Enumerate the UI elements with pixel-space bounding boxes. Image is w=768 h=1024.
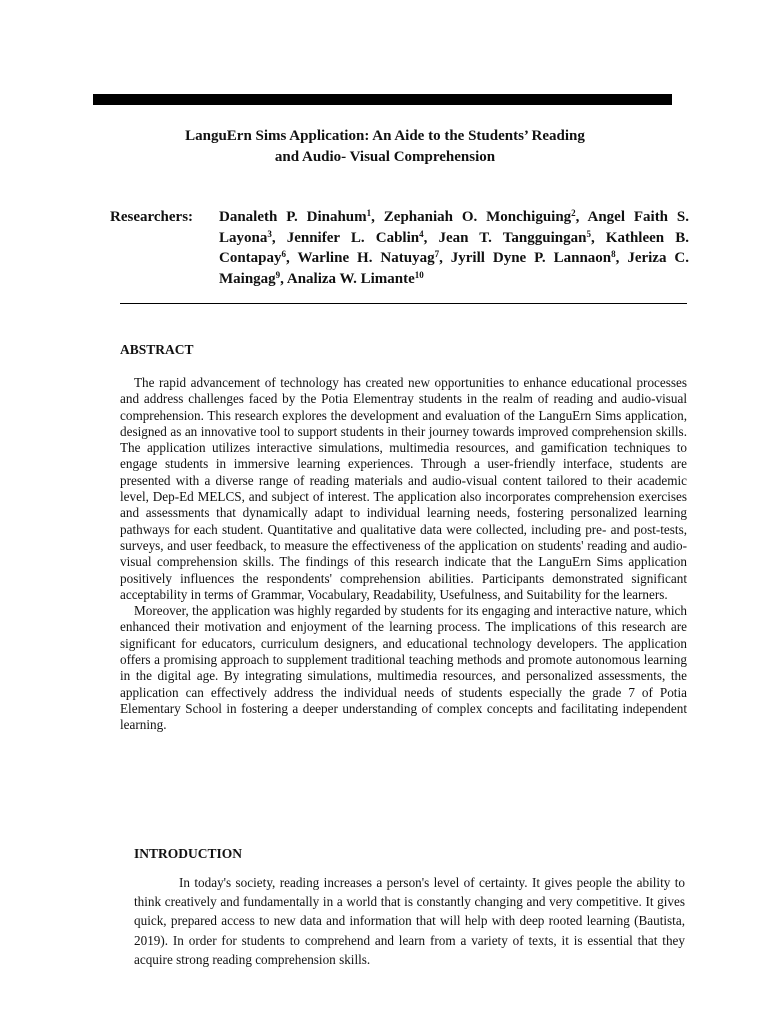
header-rule	[93, 94, 672, 105]
author-entry	[384, 209, 588, 225]
author-entry	[219, 209, 384, 225]
author-entry	[451, 250, 628, 266]
introduction-body	[134, 873, 685, 969]
author-separator: ,	[423, 229, 439, 246]
author-name: Zephaniah O. Monchiguing	[383, 209, 572, 225]
author-separator: ,	[371, 209, 384, 225]
author-name: Warline H. Natuyag	[297, 250, 435, 266]
author-name: Analiza W. Limante	[286, 270, 415, 287]
title-line-1: LanguErn Sims Application: An Aide to the Students’ Reading	[185, 128, 585, 144]
author-affiliation-number: 7	[434, 249, 440, 259]
author-name: Jean T. Tangguingan	[438, 229, 587, 246]
introduction-paragraph-1: In today's society, reading increases a person's level of certainty. It gives people the ability to think creatively and fundamentally in a world that is constantly changing and very competitive. It gives quick, prepared access to new data and information that will help with deep rooted learning (Bautista, 2019). In order for students to comprehend and learn from a variety of texts, it is essential that they acquire strong reading comprehension skills.	[134, 875, 685, 967]
author-entry	[297, 250, 450, 266]
researchers-label: Researchers:	[110, 209, 194, 225]
author-affiliation-number: 1	[366, 208, 372, 218]
author-affiliation-number: 5	[586, 228, 591, 239]
author-name: Kathleen B. Contapay	[219, 229, 689, 266]
author-separator: ,	[271, 229, 287, 246]
author-separator: ,	[575, 209, 588, 225]
author-affiliation-number: 6	[281, 249, 287, 259]
author-separator: ,	[286, 250, 298, 266]
author-name: Jennifer L. Cablin	[286, 229, 420, 246]
author-name: Angel Faith S. Layona	[219, 209, 689, 246]
author-affiliation-number: 3	[267, 228, 272, 239]
author-affiliation-number: 9	[275, 269, 281, 280]
author-entry	[438, 230, 605, 246]
author-entry	[287, 230, 439, 246]
title-line-2: and Audio- Visual Comprehension	[274, 149, 496, 165]
abstract-paragraph-1: The rapid advancement of technology has created new opportunities to enhance educational processes and address challenges faced by the Potia Elementray students in the realm of reading and audio-visual comprehension. This research explores the development and evaluation of the LanguErn Sims application, designed as an innovative tool to support students in their journey towards improved comprehension skills. The application utilizes interactive simulations, multimedia resources, and gamification techniques to engage students in immersive learning experiences. Through a user-friendly interface, students are presented with a diverse range of reading materials and audio-visual content tailored to their academic level, Dep-Ed MELCS, and subject of interest. The application also incorporates comprehension exercises and assessments that dynamically adapt to individual learning needs, fostering personalized learning pathways for each student. Quantitative and qualitative data were collected, including pre- and post-tests, surveys, and user feedback, to measure the effectiveness of the application on students' reading and audio-visual comprehension skills. The findings of this research indicate that the LanguErn Sims application positively influences the respondents' comprehension abilities. Participants demonstrated significant acceptability in terms of Grammar, Vocabulary, Readability, Usefulness, and Suitability for the learners.	[120, 375, 687, 602]
author-affiliation-number: 2	[571, 208, 576, 218]
author-separator: ,	[590, 229, 606, 246]
abstract-paragraph-2: Moreover, the application was highly regarded by students for its engaging and interactive nature, which enhanced their motivation and enjoyment of the learning process. The implications of this research are significant for educators, curriculum designers, and educational technology developers. The application offers a promising approach to supplement traditional teaching methods and promote autonomous learning in the digital age. By integrating simulations, multimedia resources, and personalized assessments, the application can effectively address the individual needs of students especially the grade 7 of Potia Elementary School in fostering a deeper understanding of complex concepts and facilitating independent learning.	[120, 603, 687, 733]
author-separator: ,	[615, 250, 628, 266]
author-name: Jyrill Dyne P. Lannaon	[450, 250, 612, 266]
author-separator: ,	[439, 250, 451, 266]
author-affiliation-number: 8	[611, 249, 616, 259]
author-list	[219, 207, 689, 289]
author-entry	[287, 271, 424, 287]
author-affiliation-number: 4	[419, 228, 424, 239]
introduction-heading: INTRODUCTION	[134, 846, 243, 861]
author-name: Jeriza C. Maingag	[219, 250, 689, 287]
author-affiliation-number: 10	[414, 269, 424, 280]
abstract-heading: ABSTRACT	[120, 342, 194, 357]
section-divider	[120, 303, 687, 304]
abstract-body	[120, 375, 687, 734]
author-name: Danaleth P. Dinahum	[219, 209, 367, 225]
paper-title	[80, 126, 690, 168]
author-separator: ,	[280, 270, 287, 287]
